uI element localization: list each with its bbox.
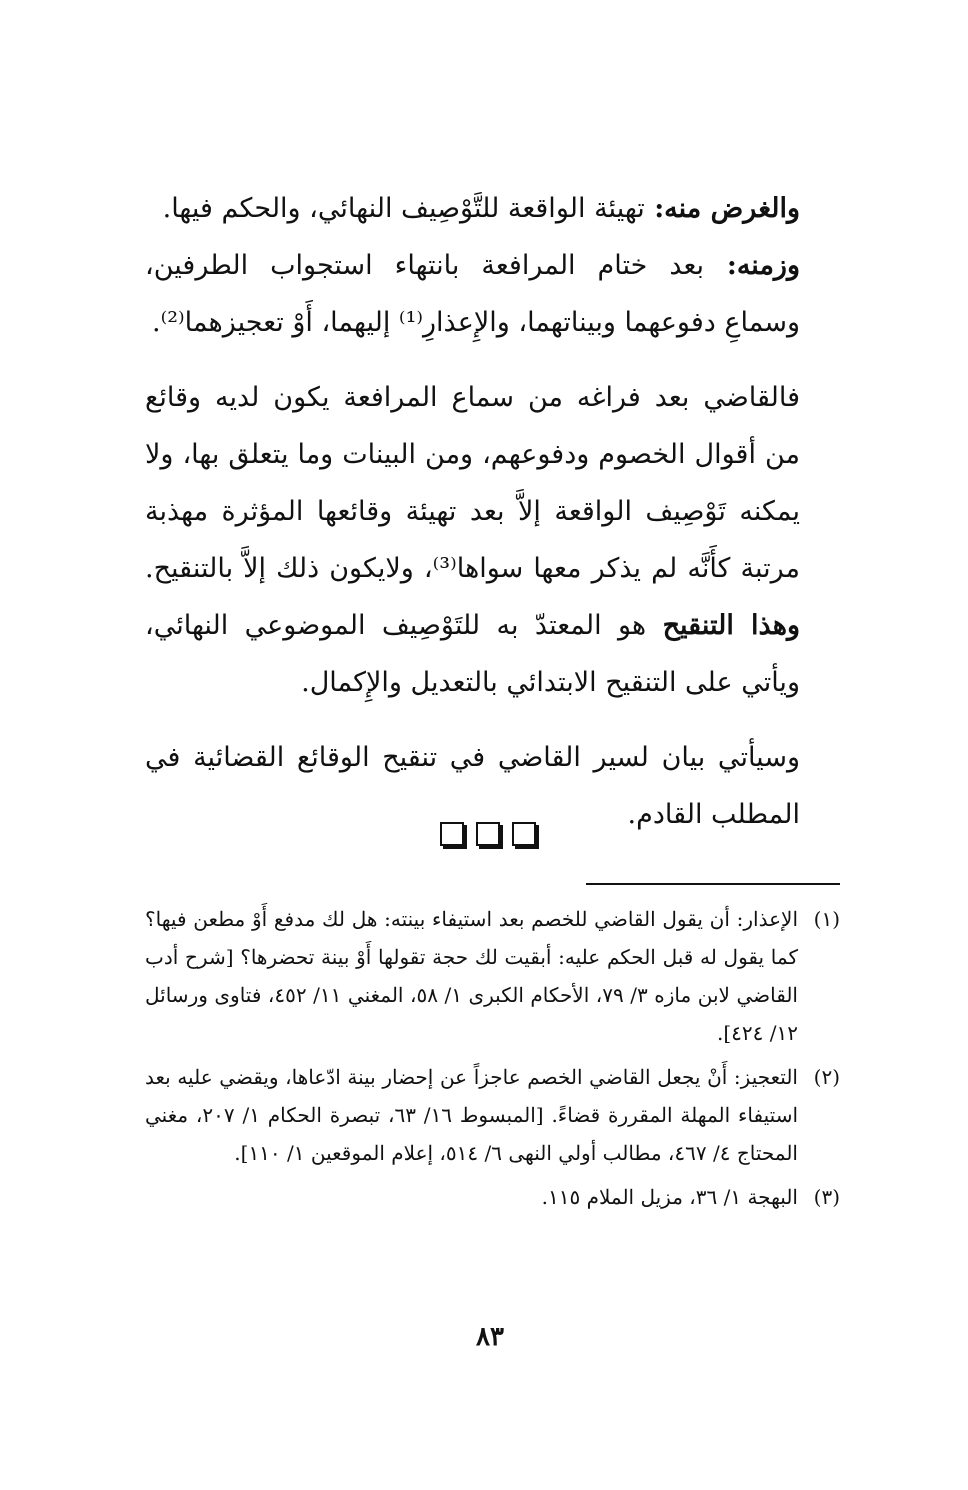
footnote-number: (٣) — [813, 1185, 840, 1209]
paragraph-judge — [145, 369, 840, 711]
footnote-2 — [145, 1058, 840, 1172]
section-end-ornament — [440, 822, 536, 848]
paragraph-purpose-lead: والغرض منه: — [644, 193, 800, 224]
square-ornament-icon — [476, 822, 500, 846]
footnote-separator — [586, 883, 840, 885]
footnote-text: التعجيز: أَنْ يجعل القاضي الخصم عاجزاً عن إحضار بينة ادّعاها، ويقضي عليه بعد استيفاء المهلة المقررة قضاءً. [المبسوط ١٦/ ٦٣، تبصرة الحكام ١/ ٢٠٧، مغني المحتاج ٤/ ٤٦٧، مطالب أولي النهى ٦/ ٥١٤، إعلام الموقعين ١/ ١١٠]. — [145, 1065, 799, 1165]
paragraph-judge-text-b: هو المعتدّ به للتَوْصِيف الموضوعي النهائي، ويأتي على التنقيح الابتدائي بالتعديل والإِكمال. — [145, 610, 800, 698]
paragraph-timing — [145, 237, 840, 351]
paragraph-timing-text: بعد ختام المرافعة بانتهاء استجواب الطرفين، وسماعِ دفوعهما وبيناتهما، والإِعذارِ⁽¹⁾ إليهما، أَوْ تعجيزهما⁽²⁾. — [145, 250, 800, 338]
paragraph-next-text: وسيأتي بيان لسير القاضي في تنقيح الوقائع القضائية في المطلب القادم. — [145, 742, 800, 830]
square-ornament-icon — [512, 822, 536, 846]
paragraph-timing-lead: وزمنه: — [704, 250, 800, 281]
footnote-text: البهجة ١/ ٣٦، مزيل الملام ١١٥. — [541, 1185, 798, 1209]
footnote-text: الإعذار: أن يقول القاضي للخصم بعد استيفاء بينته: هل لك مدفع أَوْ مطعن فيها؟ كما يقول له قبل الحكم عليه: أبقيت لك حجة تقولها أَوْ بينة تحضرها؟ [شرح أدب القاضي لابن مازه ٣/ ٧٩، الأحكام الكبرى ١/ ٥٨، المغني ١١/ ٤٥٢، فتاوى ورسائل ١٢/ ٤٢٤]. — [145, 907, 798, 1045]
footnote-1 — [145, 900, 840, 1052]
paragraph-purpose-text: تهيئة الواقعة للتَّوْصِيف النهائي، والحكم فيها. — [162, 193, 645, 224]
page-number: ٨٣ — [476, 1322, 504, 1352]
footnote-number: (١) — [813, 907, 840, 931]
square-ornament-icon — [440, 822, 464, 846]
paragraph-judge-bold: وهذا التنقيح — [662, 610, 800, 641]
footnote-number: (٢) — [813, 1065, 840, 1089]
footnotes — [145, 900, 840, 1222]
paragraph-judge-text-a: فالقاضي بعد فراغه من سماع المرافعة يكون لديه وقائع من أقوال الخصوم ودفوعهم، ومن البينات وما يتعلق بها، ولا يمكنه تَوْصِيف الواقعة إلاَّ بعد تهيئة وقائعها المؤثرة مهذبة مرتبة كأَنَّه لم يذكر معها سواها⁽³⁾، ولايكون ذلك إلاَّ بالتنقيح. — [145, 382, 800, 584]
footnote-3 — [145, 1178, 840, 1216]
main-text — [145, 180, 840, 843]
paragraph-purpose — [145, 180, 840, 237]
